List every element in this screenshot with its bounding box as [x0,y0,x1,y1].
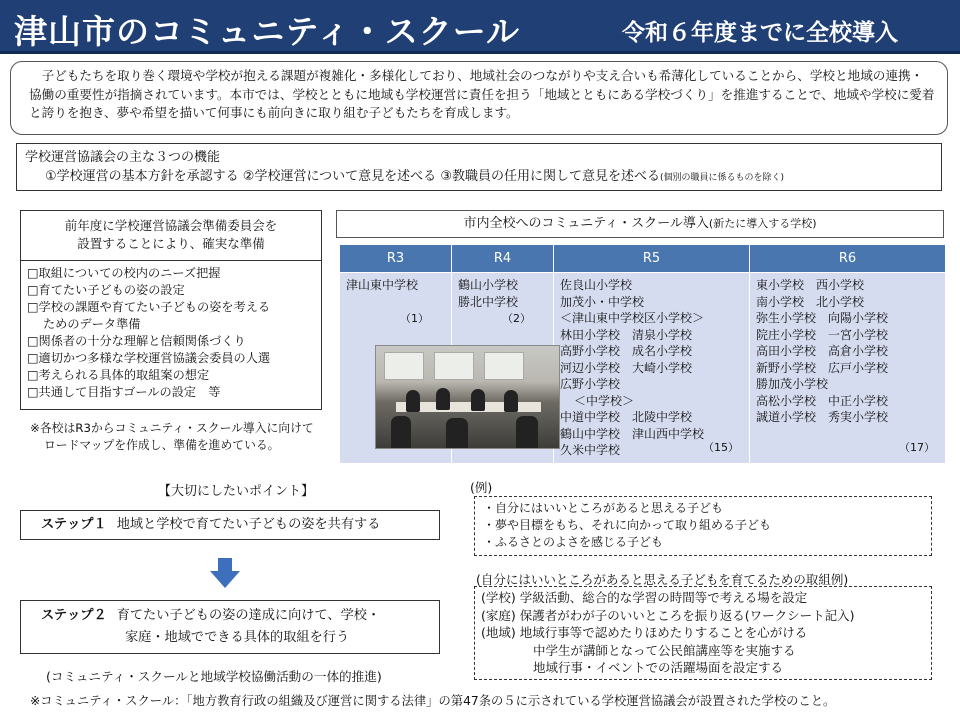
photo-person [446,418,468,449]
functions-note: (個別の職員に係るものを除く) [659,173,784,183]
photo-person [436,388,450,410]
step2-text-line2: 家庭・地域でできる具体的取組を行う [125,630,350,645]
intro-box [10,61,948,135]
prep-note [30,420,330,454]
school: 中道中学校 北陵中学校 [560,410,693,424]
school: 高田小学校 高倉小学校 [756,344,889,358]
page-title: 津山市のコミュニティ・スクール [14,12,521,51]
example2-label: (自分にはいいところがあると思える子どもを育てるための取組例) [476,572,849,587]
points-label: 【大切にしたいポイント】 [158,484,315,499]
example2-item: (学校) 学級活動、総合的な学習の時間等で考える場を設定 [481,590,808,605]
introduction-title [336,210,944,238]
intro-text: 子どもたちを取り巻く環境や学校が抱える課題が複雑化・多様化しており、地域社会のつながりや支え合いも希薄化していることから、学校と地域の連携・協働の重要性が指摘されています。本市では、学校とともに地域も学校運営に責任を担う「地域とともにある学校づくり」を推進することで、地域や学校に愛着と誇りを抱き、夢や希望を描いて何事にも前向きに取り組む子どもたちを育成します。 [29,68,935,120]
functions-title: 学校運営協議会の主な３つの機能 [25,150,221,165]
count-r3: （1） [400,312,429,325]
step2-box [20,600,440,654]
col-header-r6: R6 [750,245,946,273]
school: 誠道小学校 秀実小学校 [756,410,889,424]
school: 久米中学校 [560,443,621,457]
prep-item: □関係者の十分な理解と信頼関係づくり [27,334,246,348]
example2-box [474,586,932,680]
school: 高松小学校 中正小学校 [756,393,889,408]
step1-label: ステップ１ [41,517,107,532]
school: 津山東中学校 [346,278,419,292]
example-item: ・ふるさとのよさを感じる子ども [483,535,664,549]
example2-item: (地域) 地域行事等で認めたりほめたりすることを心がける [481,625,808,640]
school: 林田小学校 清泉小学校 [560,327,693,342]
photo-person [406,390,420,412]
count-r6: （17） [899,441,935,454]
school: ＜中学校＞ [574,393,635,408]
footnote: ※コミュニティ・スクール：「地方教育行政の組織及び運営に関する法律」の第47条の５に示されている学校運営協議会が設置された学校のこと。 [30,694,836,708]
photo-person [471,389,485,411]
photo-person [516,416,538,449]
prep-item: □適切かつ多様な学校運営協議会委員の人選 [27,351,271,365]
school: 南小学校 北小学校 [756,294,865,309]
school: 勝北中学校 [458,294,519,309]
prep-item [27,316,315,333]
prep-list [21,261,321,405]
photo-person [504,390,518,412]
cell-r6 [750,273,946,464]
school: 新野小学校 広戸小学校 [756,360,889,375]
col-header-r5: R5 [554,245,750,273]
school: 高野小学校 成名小学校 [560,344,693,358]
col-header-r4: R4 [452,245,554,273]
school: 東小学校 西小学校 [756,278,865,292]
prep-header-line1: 前年度に学校運営協議会準備委員会を [64,218,278,233]
example-item: ・夢や目標をもち、それに向かって取り組める子ども [483,518,772,532]
functions-box [16,143,942,191]
school: 勝加茂小学校 [756,377,829,391]
prep-item-cont: ためのデータ準備 [43,317,141,331]
prep-box [20,210,322,410]
introduction-title-note: (新たに導入する学校) [708,217,817,230]
prep-item: □学校の課題や育てたい子どもの姿を考える [27,300,271,314]
functions-items [25,167,933,188]
example-item: ・自分にはいいところがあると思える子ども [483,501,724,515]
prep-note-line1: ※各校はR3からコミュニティ・スクール導入に向けて [30,421,314,435]
school: 河辺小学校 大崎小学校 [560,360,693,375]
example2-item: 中学生が講師となって公民館講座等を実施する [533,642,796,658]
school: 院庄小学校 一宮小学校 [756,327,889,342]
prep-note-line2: ロードマップを作成し、準備を進めている。 [44,438,280,452]
photo-window [484,352,524,380]
title-bar [0,0,960,54]
cell-r5 [554,273,750,464]
step2-text-line1: 育てたい子どもの姿の達成に向けて、学校・ [116,608,381,623]
introduction-title-text: 市内全校へのコミュニティ・スクール導入 [463,216,709,231]
cs-label: (コミュニティ・スクールと地域学校協働活動の一体的推進) [46,669,382,684]
prep-header-line2: 設置することにより、確実な準備 [77,236,265,251]
prep-header [21,211,321,261]
school: 弥生小学校 向陽小学校 [756,311,889,325]
meeting-photo [375,345,560,449]
down-arrow-icon [210,558,240,588]
count-r5: （15） [703,441,739,454]
school: 佐良山小学校 [560,278,633,292]
prep-item: □共通して目指すゴールの設定 等 [27,385,221,399]
step1-box [20,510,440,540]
step1-text: 地域と学校で育てたい子どもの姿を共有する [116,517,381,532]
col-header-r3: R3 [340,245,452,273]
example-label: (例) [470,480,493,495]
step2-label: ステップ２ [41,608,107,623]
example-box [474,496,932,556]
functions-items-text: ①学校運営の基本方針を承認する ②学校運営について意見を述べる ③教職員の任用に関して意見を述べる [45,169,660,184]
example2-item: 地域行事・イベントでの活躍場面を設定する [533,660,784,675]
example2-item: (家庭) 保護者がわが子のいいところを振り返る(ワークシート記入) [481,607,855,623]
prep-item: □考えられる具体的取組案の想定 [27,368,210,382]
school: 広野小学校 [560,377,621,391]
photo-person [391,416,411,449]
count-r4: （2） [502,312,531,325]
page-subtitle: 令和６年度までに全校導入 [622,20,898,46]
school: ＜津山東中学校区小学校＞ [560,311,705,325]
photo-window [384,352,424,380]
school: 鶴山中学校 津山西中学校 [560,426,705,441]
prep-item: □育てたい子どもの姿の設定 [27,283,185,297]
school: 鶴山小学校 [458,278,519,292]
school: 加茂小・中学校 [560,294,645,309]
prep-item: □取組についての校内のニーズ把握 [27,266,221,280]
photo-window [434,352,474,380]
